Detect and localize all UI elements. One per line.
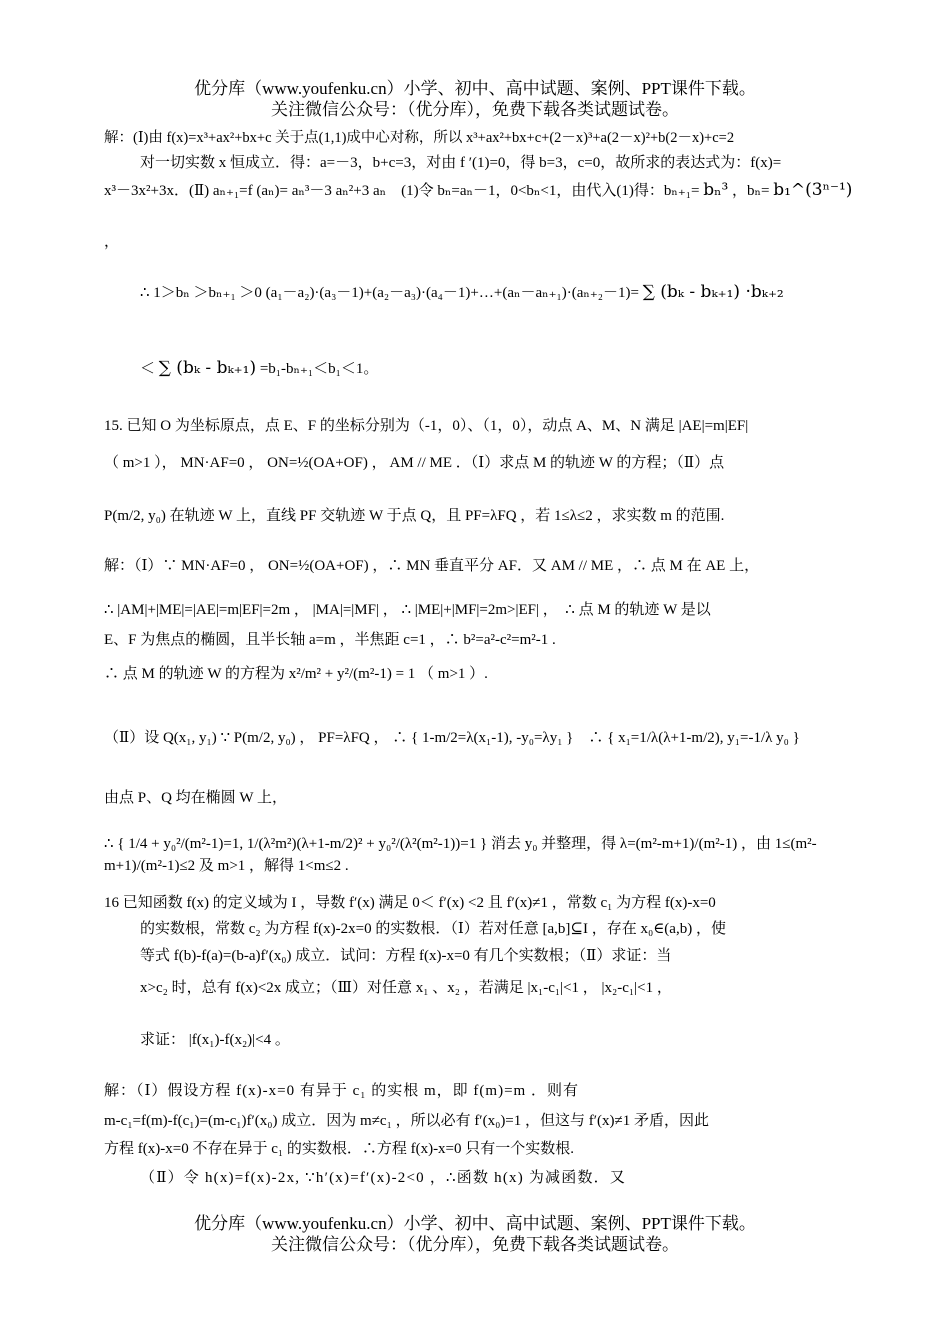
sol14-line-4: ， bbox=[104, 234, 120, 250]
q15-sol-line-3: E、F 为焦点的椭圆，且半长轴 a=m ，半焦距 c=1 ，∴ b²=a²-c²=m²-1 . bbox=[104, 632, 556, 648]
sol14-bn-eq: ，bₙ= bbox=[732, 183, 770, 199]
q15-line-2: （ m>1 ）， MN·AF=0 ， ON=½(OA+OF) ， AM // ME ．（Ⅰ）求点 M 的轨迹 W 的方程；（Ⅱ）点 bbox=[104, 455, 725, 471]
sol14-line-3 bbox=[104, 180, 853, 201]
page-header bbox=[0, 78, 950, 120]
q16-line-5: 求证： |f(x₁)-f(x₂)|<4 。 bbox=[140, 1032, 290, 1048]
q16-line-1: 16 已知函数 f(x) 的定义域为 I ，导数 f′(x) 满足 0＜ f′(x) <2 且 f′(x)≠1 ，常数 c₁ 为方程 f(x)-x=0 bbox=[104, 895, 716, 911]
q15-sol-line-2: ∴ |AM|+|ME|=|AE|=m|EF|=2m ， |MA|=|MF| ， ∴ |ME|+|MF|=2m>|EF| ， ∴ 点 M 的轨迹 W 是以 bbox=[104, 602, 711, 618]
sol14-b1-power: b₁^(3ⁿ⁻¹) bbox=[773, 180, 853, 200]
footer-line-2: 关注微信公众号：（优分库），免费下载各类试题试卷。 bbox=[271, 1235, 679, 1254]
sol14-line-1: 解：(Ⅰ)由 f(x)=x³+ax²+bx+c 关于点(1,1)成中心对称，所以 x³+ax²+bx+c+(2－x)³+a(2－x)²+b(2－x)+c=2 bbox=[104, 130, 735, 146]
q15-sol-line-6: 由点 P、Q 均在椭圆 W 上， bbox=[104, 790, 288, 806]
q15-sol-line-4: ∴ 点 M 的轨迹 W 的方程为 x²/m² + y²/(m²-1) = 1 （ m>1 ）. bbox=[104, 666, 488, 682]
page-footer bbox=[0, 1213, 950, 1255]
header-line-2: 关注微信公众号：（优分库），免费下载各类试题试卷。 bbox=[271, 100, 679, 119]
sol14-line-6-tail: =b₁-bₙ₊₁＜b₁＜1。 bbox=[259, 361, 379, 377]
sol14-sum-1: ∑ (bₖ - bₖ₊₁) ·bₖ₊₂ bbox=[642, 282, 784, 302]
sol14-line-6 bbox=[140, 358, 848, 379]
q15-sol-line-7: ∴ { 1/4 + y₀²/(m²-1)=1, 1/(λ²m²)(λ+1-m/2)² + y₀²/(λ²(m²-1))=1 } 消去 y₀ 并整理，得 λ=(m²-m+1)/(m²-1) ，由 1≤(m²-m+1)/(m²-1)≤2 及 m>1 ，解得 1<m≤2 . bbox=[104, 836, 817, 874]
q16-line-3: 等式 f(b)-f(a)=(b-a)f′(x₀) 成立．试问：方程 f(x)-x=0 有几个实数根；（Ⅱ）求证：当 bbox=[140, 948, 672, 964]
sol14-sum-2: ∑ (bₖ - bₖ₊₁) bbox=[158, 358, 257, 378]
q16-line-2: 的实数根，常数 c₂ 为方程 f(x)-2x=0 的实数根．（Ⅰ）若对任意 [a,b]⊆I ，存在 x₀∈(a,b) ，使 bbox=[140, 921, 726, 937]
q16-sol-line-3: 方程 f(x)-x=0 不存在异于 c₁ 的实数根．∴方程 f(x)-x=0 只有一个实数根. bbox=[104, 1141, 575, 1157]
q15-sol-line-5: （Ⅱ）设 Q(x₁, y₁) ∵ P(m/2, y₀) ， PF=λFQ ， ∴ { 1-m/2=λ(x₁-1), -y₀=λy₁ } ∴ { x₁=1/λ(λ+1-m/2), y₁=-1/λ y₀ } bbox=[104, 730, 800, 746]
q16-sol-line-1: 解：（Ⅰ）假设方程 f(x)-x=0 有异于 c₁ 的实根 m，即 f(m)=m ．则有 bbox=[104, 1083, 579, 1099]
q15-sol-line-1: 解：（Ⅰ）∵ MN·AF=0 ， ON=½(OA+OF) ，∴ MN 垂直平分 AF．又 AM // ME ，∴ 点 M 在 AE 上， bbox=[104, 558, 760, 574]
q16-sol-line-2: m-c₁=f(m)-f(c₁)=(m-c₁)f′(x₀) 成立．因为 m≠c₁ ，所以必有 f′(x₀)=1 ，但这与 f′(x)≠1 矛盾，因此 bbox=[104, 1113, 710, 1129]
footer-line-1: 优分库（www.youfenku.cn）小学、初中、高中试题、案例、PPT课件下载。 bbox=[194, 1214, 756, 1233]
sol14-line-2: 对一切实数 x 恒成立．得：a=－3，b+c=3，对由 f ′(1)=0，得 b=3，c=0，故所求的表达式为：f(x)= bbox=[140, 155, 782, 171]
q16-line-4: x>c₂ 时，总有 f(x)<2x 成立；（Ⅲ）对任意 x₁ 、x₂ ，若满足 |x₁-c₁|<1 ， |x₂-c₁|<1 ， bbox=[140, 980, 672, 996]
sol14-line-5 bbox=[140, 282, 848, 303]
header-line-1: 优分库（www.youfenku.cn）小学、初中、高中试题、案例、PPT课件下载。 bbox=[194, 79, 756, 98]
q15-line-3: P(m/2, y₀) 在轨迹 W 上，直线 PF 交轨迹 W 于点 Q，且 PF=λFQ ，若 1≤λ≤2 ，求实数 m 的范围. bbox=[104, 508, 725, 524]
sol14-line-5-text: ∴ 1＞bₙ ＞bₙ₊₁ ＞0 (a₁－a₂)·(a₃－1)+(a₂－a₃)·(a₄－1)+…+(aₙ－aₙ₊₁)·(aₙ₊₂－1)= bbox=[140, 285, 639, 301]
sol14-line-3-text: x³－3x²+3x．(Ⅱ) aₙ₊₁=f (aₙ)= aₙ³－3 aₙ²+3 aₙ (1)令 bₙ=aₙ－1，0<bₙ<1，由代入(1)得：bₙ₊₁= bbox=[104, 183, 700, 199]
sol14-bn-cubed: bₙ³ bbox=[703, 180, 729, 200]
q15-line-1: 15. 已知 O 为坐标原点，点 E、F 的坐标分别为（-1，0）、（1，0），动点 A、M、N 满足 |AE|=m|EF| bbox=[104, 418, 749, 434]
q16-sol-line-4: （Ⅱ）令 h(x)=f(x)-2x, ∵h′(x)=f′(x)-2<0 ，∴函数 h(x) 为减函数．又 bbox=[140, 1170, 627, 1186]
sol14-lt: ＜ bbox=[140, 361, 156, 377]
